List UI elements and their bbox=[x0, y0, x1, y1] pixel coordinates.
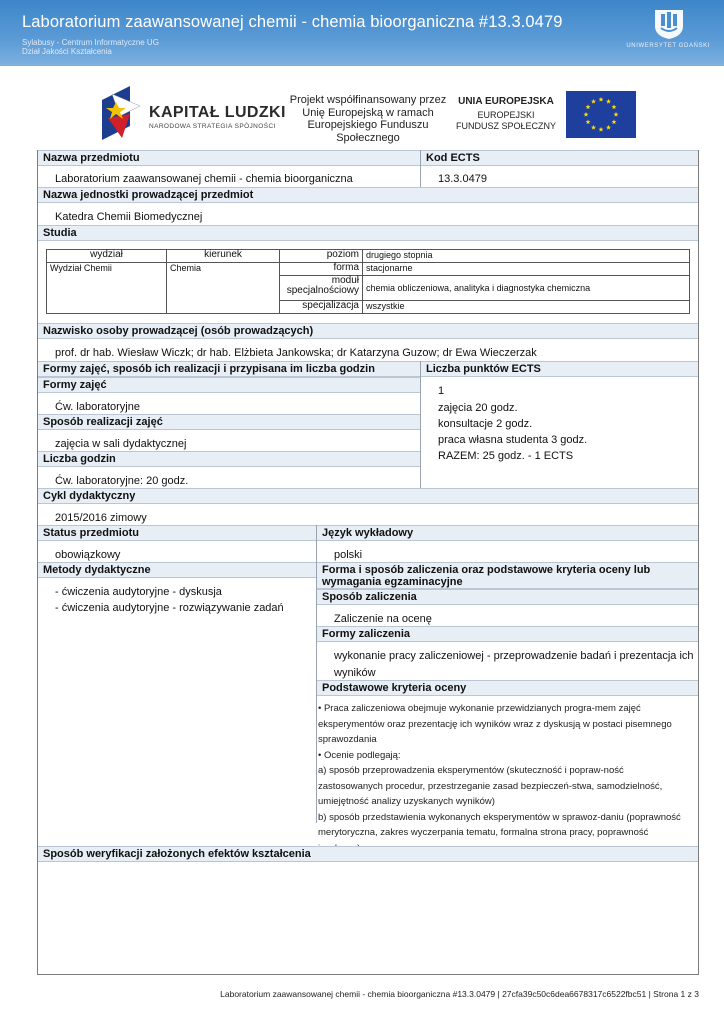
criteria-line: • Ocenie podlegają: bbox=[318, 749, 401, 761]
divider bbox=[420, 150, 421, 187]
eu-flag-icon bbox=[566, 91, 636, 138]
project-line: Europejskiego Funduszu bbox=[307, 119, 429, 131]
hours-label: Liczba godzin bbox=[38, 451, 420, 467]
studia-value-modul: chemia obliczeniowa, analityka i diagnostyka chemiczna bbox=[363, 276, 690, 300]
header-subtitle-1: Sylabusy - Centrum Informatyczne UG bbox=[22, 38, 159, 47]
criteria-line: • Praca zaliczeniowa obejmuje wykonanie przewidzianych progra-mem zajęć bbox=[318, 703, 641, 714]
studia-label-specjalizacja: specjalizacja bbox=[280, 300, 363, 313]
criteria-line: sprawozdania bbox=[318, 734, 377, 745]
course-name-label: Nazwa przedmiotu bbox=[38, 150, 420, 166]
project-line: Projekt współfinansowany przez bbox=[289, 94, 447, 106]
studia-value-kierunek: Chemia bbox=[167, 263, 280, 314]
divider bbox=[420, 361, 421, 488]
studia-label-modul-line: moduł bbox=[331, 275, 359, 287]
criteria-line: a) sposób przeprowadzenia eksperymentów (skuteczność i popraw-ność bbox=[318, 765, 624, 776]
realization-label: Sposób realizacji zajęć bbox=[38, 414, 420, 430]
status-label: Status przedmiotu bbox=[38, 525, 316, 541]
studia-label: Studia bbox=[38, 225, 698, 241]
status-value: obowiązkowy bbox=[55, 549, 121, 561]
assessment-forms-value: wykonanie pracy zaliczeniowej - przeprowadzenie badań i prezentacja ich bbox=[334, 650, 694, 662]
assessment-label-line: Forma i sposób zaliczenia oraz podstawowe kryteria oceny lub bbox=[322, 564, 651, 576]
methods-item: - ćwiczenia audytoryjne - rozwiązywanie zadań bbox=[55, 602, 284, 614]
project-statement bbox=[280, 94, 456, 144]
assessment-forms-value: wyników bbox=[334, 667, 376, 679]
university-logo-icon bbox=[652, 6, 686, 40]
assessment-label-line: wymagania egzaminacyjne bbox=[322, 576, 463, 588]
ects-code-label: Kod ECTS bbox=[421, 150, 698, 166]
forms-type-value: Ćw. laboratoryjne bbox=[55, 401, 140, 413]
studia-table bbox=[46, 249, 690, 314]
project-line: Unię Europejską w ramach bbox=[302, 106, 434, 119]
methods-label: Metody dydaktyczne bbox=[38, 562, 316, 578]
methods-item: - ćwiczenia audytoryjne - dyskusja bbox=[55, 586, 222, 598]
language-value: polski bbox=[334, 549, 363, 561]
studia-label-modul bbox=[280, 276, 363, 300]
criteria-line: zastosowanych procedur, przestrzeganie zasad bezpieczeń-stwa, samodzielność, bbox=[318, 780, 663, 792]
project-line: Społecznego bbox=[336, 131, 400, 144]
forms-label: Formy zajęć, sposób ich realizacji i przypisana im liczba godzin bbox=[38, 361, 420, 377]
studia-header-wydzial: wydział bbox=[47, 250, 167, 263]
assessment-criteria-text bbox=[318, 701, 696, 856]
lecturers-label: Nazwisko osoby prowadzącej (osób prowadzących) bbox=[38, 323, 698, 339]
university-name: UNIWERSYTET GDAŃSKI bbox=[626, 43, 710, 49]
header-subtitle-2: Dział Jakości Kształcenia bbox=[22, 47, 112, 56]
assessment-method-label: Sposób zaliczenia bbox=[317, 589, 698, 605]
ects-code-value: 13.3.0479 bbox=[438, 173, 487, 185]
page-title: Laboratorium zaawansowanej chemii - chemia bioorganiczna #13.3.0479 bbox=[22, 13, 563, 31]
assessment-method-value: Zaliczenie na ocenę bbox=[334, 613, 432, 625]
criteria-line: b) sposób przedstawienia wykonanych eksperymentów w sprawoz-daniu (poprawność bbox=[318, 811, 681, 823]
kapital-ludzki-logo-icon bbox=[100, 86, 140, 144]
ects-breakdown-line: konsultacje 2 godz. bbox=[438, 418, 533, 430]
ects-points-value: 1 bbox=[438, 385, 445, 397]
course-name-value: Laboratorium zaawansowanej chemii - chemia bioorganiczna bbox=[55, 173, 353, 185]
studia-label-poziom: poziom bbox=[280, 250, 363, 263]
criteria-line: eksperymentów oraz prezentację ich wyników wraz z dyskusją w postaci pisemnego bbox=[318, 718, 672, 730]
realization-value: zajęcia w sali dydaktycznej bbox=[55, 438, 187, 450]
studia-label-forma: forma bbox=[280, 263, 363, 276]
criteria-line: merytoryczna, zakres wyczerpania tematu, formalna strona pracy, poprawność bbox=[318, 827, 649, 838]
assessment-forms-label: Formy zaliczenia bbox=[317, 626, 698, 642]
kapital-ludzki-subtitle: NARODOWA STRATEGIA SPÓJNOŚCI bbox=[149, 123, 276, 130]
ects-breakdown-line: praca własna studenta 3 godz. bbox=[438, 434, 588, 446]
verification-label: Sposób weryfikacji założonych efektów kształcenia bbox=[38, 846, 698, 862]
ects-points-label: Liczba punktów ECTS bbox=[421, 361, 698, 377]
ects-breakdown-line: RAZEM: 25 godz. - 1 ECTS bbox=[438, 450, 574, 462]
hours-value: Ćw. laboratoryjne: 20 godz. bbox=[55, 475, 189, 487]
eu-subtitle-1: EUROPEJSKI bbox=[477, 110, 535, 120]
studia-header-kierunek: kierunek bbox=[167, 250, 280, 263]
lecturers-value: prof. dr hab. Wiesław Wiczk; dr hab. Elżbieta Jankowska; dr Katarzyna Guzow; dr Ewa Wieczerzak bbox=[55, 347, 537, 359]
language-label: Język wykładowy bbox=[317, 525, 698, 541]
cycle-value: 2015/2016 zimowy bbox=[55, 512, 147, 524]
eu-title: UNIA EUROPEJSKA bbox=[458, 96, 554, 107]
forms-type-label: Formy zajęć bbox=[38, 377, 420, 393]
unit-label: Nazwa jednostki prowadzącej przedmiot bbox=[38, 187, 698, 203]
ects-breakdown-line: zajęcia 20 godz. bbox=[438, 402, 518, 414]
cycle-label: Cykl dydaktyczny bbox=[38, 488, 698, 504]
unit-value: Katedra Chemii Biomedycznej bbox=[55, 211, 203, 223]
studia-value-forma: stacjonarne bbox=[363, 263, 690, 276]
studia-value-wydzial: Wydział Chemii bbox=[47, 263, 167, 314]
kapital-ludzki-title: KAPITAŁ LUDZKI bbox=[149, 104, 286, 121]
assessment-label bbox=[317, 562, 698, 589]
assessment-criteria-label: Podstawowe kryteria oceny bbox=[317, 680, 698, 696]
page-header bbox=[0, 0, 724, 66]
criteria-line: umiejętność analizy uzyskanych wyników) bbox=[318, 796, 495, 807]
studia-value-specjalizacja: wszystkie bbox=[363, 300, 690, 313]
eu-subtitle-2: FUNDUSZ SPOŁECZNY bbox=[455, 121, 556, 131]
studia-label-modul-line: specjalnościowy bbox=[286, 285, 359, 297]
page-footer: Laboratorium zaawansowanej chemii - chemia bioorganiczna #13.3.0479 | 27cfa39c50c6dea6678317c6522fbc51 | Strona 1 z 3 bbox=[220, 989, 699, 999]
studia-value-poziom: drugiego stopnia bbox=[363, 250, 690, 263]
